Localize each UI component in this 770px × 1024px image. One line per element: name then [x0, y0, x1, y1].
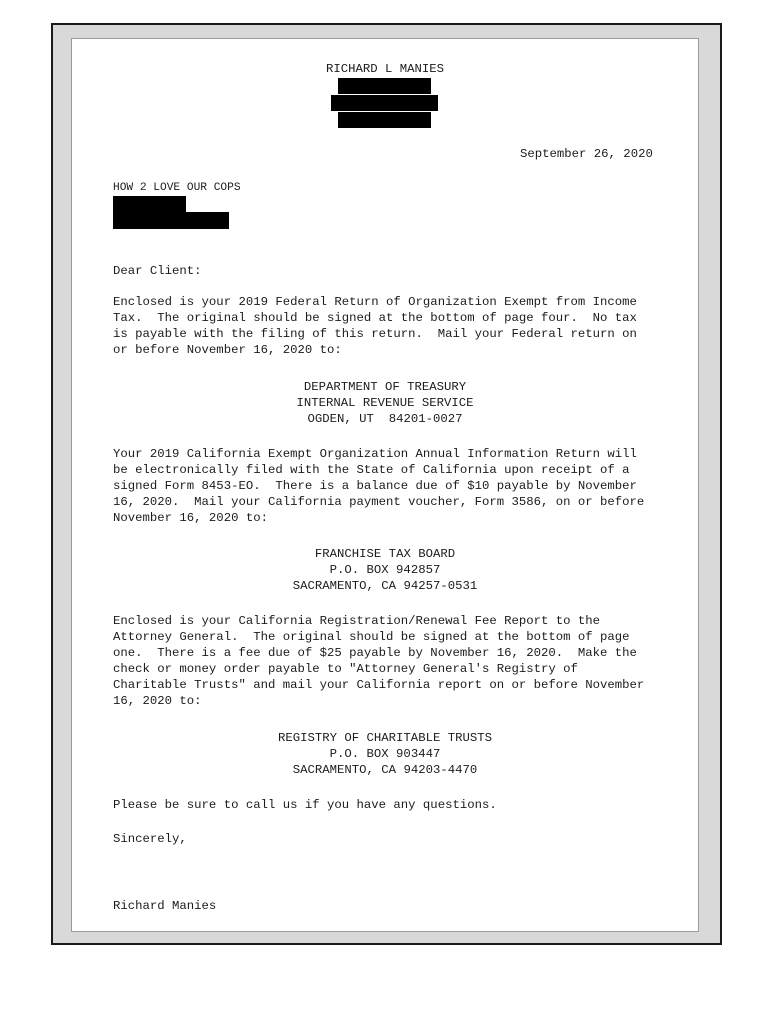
address-line: REGISTRY OF CHARITABLE TRUSTS: [277, 731, 492, 745]
address-line: P.O. BOX 903447: [329, 747, 441, 761]
address-line: OGDEN, UT 84201-0027: [307, 412, 463, 426]
paragraph-line: 16, 2020. Mail your California payment voucher, Form 3586, on or before: [113, 495, 645, 509]
address-line: SACRAMENTO, CA 94257-0531: [292, 579, 478, 593]
paragraph-line: be electronically filed with the State of California upon receipt of a: [113, 463, 630, 477]
redacted-recipient-line-1: [113, 196, 186, 213]
sender-name: RICHARD L MANIES: [325, 62, 445, 76]
paragraph-line: check or money order payable to "Attorney General's Registry of: [113, 662, 578, 676]
redacted-address-line-2: [331, 95, 438, 111]
address-line: DEPARTMENT OF TREASURY: [303, 380, 467, 394]
address-line: FRANCHISE TAX BOARD: [314, 547, 456, 561]
paragraph-line: Your 2019 California Exempt Organization Annual Information Return will: [113, 447, 637, 461]
address-line: SACRAMENTO, CA 94203-4470: [292, 763, 478, 777]
paragraph-line: Tax. The original should be signed at the bottom of page four. No tax: [113, 311, 637, 325]
salutation: Dear Client:: [113, 264, 202, 278]
signature-name: Richard Manies: [113, 899, 217, 913]
paragraph-line: Enclosed is your 2019 Federal Return of Organization Exempt from Income: [113, 295, 637, 309]
paragraph-line: Enclosed is your California Registration/Renewal Fee Report to the: [113, 614, 601, 628]
paragraph-line: is payable with the filing of this return. Mail your Federal return on: [113, 327, 637, 341]
paragraph-line: one. There is a fee due of $25 payable by November 16, 2020. Make the: [113, 646, 637, 660]
letter-date: September 26, 2020: [520, 147, 653, 161]
closing-note: Please be sure to call us if you have any questions.: [113, 798, 497, 812]
redacted-address-line-3: [338, 112, 431, 128]
paragraph-line: November 16, 2020 to:: [113, 511, 268, 525]
redacted-address-line-1: [338, 78, 431, 94]
address-line: INTERNAL REVENUE SERVICE: [296, 396, 474, 410]
paragraph-line: signed Form 8453-EO. There is a balance due of $10 payable by November: [113, 479, 637, 493]
valediction: Sincerely,: [113, 832, 187, 846]
paragraph-line: Attorney General. The original should be signed at the bottom of page: [113, 630, 630, 644]
redacted-recipient-line-2: [113, 212, 229, 229]
paragraph-line: or before November 16, 2020 to:: [113, 343, 342, 357]
paragraph-line: 16, 2020 to:: [113, 694, 202, 708]
paragraph-line: Charitable Trusts" and mail your California report on or before November: [113, 678, 645, 692]
address-line: P.O. BOX 942857: [329, 563, 441, 577]
recipient-org: HOW 2 LOVE OUR COPS: [113, 182, 241, 194]
